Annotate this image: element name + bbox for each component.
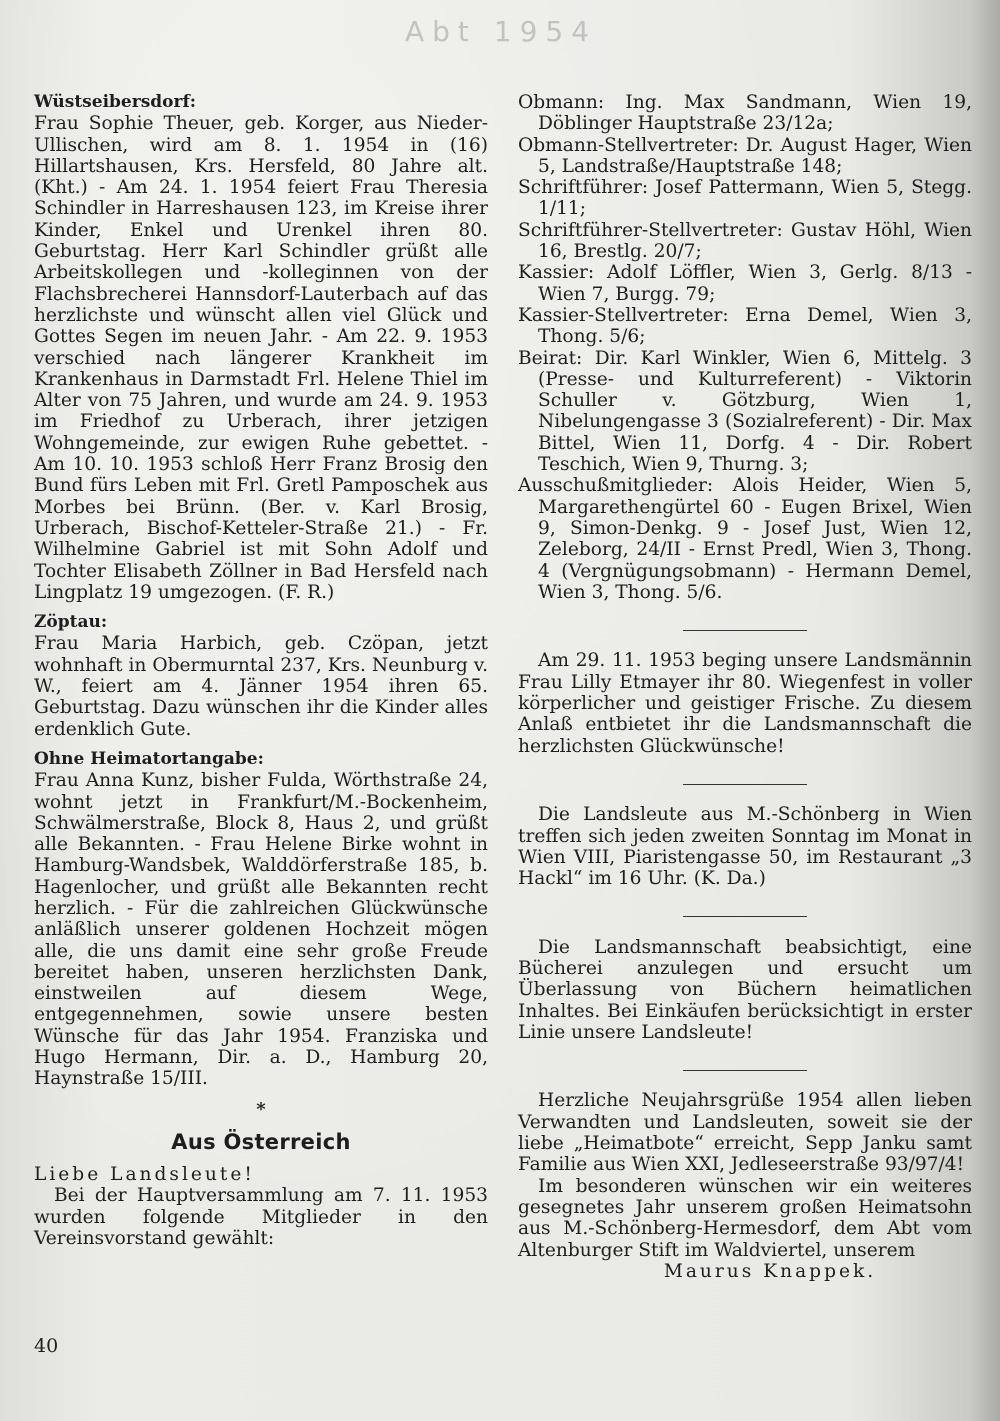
separator-2 [518, 769, 972, 790]
separator-3 [518, 901, 972, 922]
board-member-beirat: Beirat: Dir. Karl Winkler, Wien 6, Mittelg. 3 (Presse- und Kulturreferent) - Viktorin Schuller v. Götzburg, Wien 1, Nibelungengasse 3 (Sozialreferent) - Dir. Max Bittel, Wien 11, Dorfg. 4 - Dir. Robert Teschich, Wien 9, Thurng. 3; [518, 347, 972, 476]
separator-line [683, 1070, 807, 1071]
notice-meeting: Die Landsleute aus M.-Schönberg in Wien treffen sich jeden zweiten Sonntag im Monat in Wien VIII, Piaristengasse 50, im Restaurant „3 Hackl“ im 16 Uhr. (K. Da.) [518, 804, 972, 890]
notice-library: Die Landsmannschaft beabsichtigt, eine Bücherei anzulegen und ersucht um Überlassung von Büchern heimatlichen Inhaltes. Bei Einkäufen berücksichtigt in erster Linie unsere Landsleute! [518, 936, 972, 1043]
board-member-ausschuss: Ausschußmitglieder: Alois Heider, Wien 5, Margarethengürtel 60 - Eugen Brixel, Wien 9, Simon-Denkg. 9 - Josef Just, Wien 12, Zeleborg, 24/II - Ernst Predl, Wien 3, Thong. 4 (Vergnügungsobmann) - Hermann Demel, Wien 3, Thong. 5/6. [518, 475, 972, 603]
separator-1 [518, 615, 972, 636]
heading-wuestseibersdorf: Wüstseibersdorf: [34, 92, 197, 112]
heading-zoeptau: Zöptau: [34, 612, 108, 633]
notice-new-year-greetings: Herzliche Neujahrsgrüße 1954 allen lieben Verwandten und Landsleuten, soweit sie der liebe „Heimatbote“ erreicht, Sepp Janku samt Familie aus Wien XXI, Jedleseerstraße 93/97/4! [518, 1090, 972, 1176]
left-column [34, 92, 488, 1249]
separator-line [683, 784, 807, 785]
signature: Maurus Knappek. [663, 1260, 877, 1282]
board-member-kassier-stv: Kassier-Stellvertreter: Erna Demel, Wien 3, Thong. 5/6; [518, 304, 972, 348]
right-column [518, 92, 972, 1282]
separator-line [683, 916, 807, 917]
separator-line [683, 630, 807, 631]
section-divider-star: * [256, 1098, 266, 1120]
paragraph-zoeptau: Frau Maria Harbich, geb. Czöpan, jetzt wohnhaft in Obermurntal 237, Krs. Neunburg v. W., feiert am 4. Jänner 1954 ihren 65. Geburtstag. Dazu wünschen ihr die Kinder alles erdenklich Gute. [34, 633, 488, 740]
board-member-obmann-stv: Obmann-Stellvertreter: Dr. August Hager, Wien 5, Landstraße/Hauptstraße 148; [518, 134, 972, 177]
board-member-obmann: Obmann: Ing. Max Sandmann, Wien 19, Döblinger Hauptstraße 23/12a; [518, 92, 972, 135]
page-number: 40 [34, 1335, 59, 1357]
paragraph-wuestseibersdorf: Frau Sophie Theuer, geb. Korger, aus Nieder-Ullischen, wird am 8. 1. 1954 in (16) Hillartshausen, Krs. Hersfeld, 80 Jahre alt. (Kht.) - Am 24. 1. 1954 feiert Frau Theresia Schindler in Harreshausen 123, im Kreise ihrer Kinder, Enkel und Urenkel ihren 80. Geburtstag. Herr Karl Schindler grüßt alle Arbeitskollegen und -kolleginnen von der Flachsbrecherei Hannsdorf-Lauterbach auf das herzlichste und wünscht allen viel Glück und Gottes Segen im neuen Jahr. - Am 22. 9. 1953 verschied nach längerer Krankheit im Krankenhaus in Darmstadt Frl. Helene Thiel im Alter von 75 Jahren, und wurde am 24. 9. 1953 im Friedhof zu Urberach, ihrer jetzigen Wohngemeinde, zur ewigen Ruhe gebettet. - Am 10. 10. 1953 schloß Herr Franz Brosig den Bund fürs Leben mit Frl. Gretl Pamposchek aus Morbes bei Brünn. (Ber. v. Karl Brosig, Urberach, Bischof-Ketteler-Straße 21.) - Fr. Wilhelmine Gabriel ist mit Sohn Adolf und Tochter Elisabeth Zöllner in Bad Hersfeld nach Lingplatz 19 umgezogen. (F. R.) [34, 113, 488, 603]
faded-stamp: Abt 1954 [405, 15, 598, 48]
board-member-schriftfuehrer: Schriftführer: Josef Pattermann, Wien 5, Stegg. 1/11; [518, 177, 972, 220]
heading-ohne-heimatortangabe: Ohne Heimatortangabe: [34, 748, 264, 769]
greeting: Liebe Landsleute! [34, 1163, 255, 1185]
notice-abbot-wishes: Im besonderen wünschen wir ein weiteres gesegnetes Jahr unserem großen Heimatsohn aus M.-Schönberg-Hermesdorf, dem Abt vom Altenburger Stift im Waldviertel, unserem [518, 1175, 972, 1261]
section-title-aus-oesterreich: Aus Österreich [171, 1129, 351, 1154]
intro-paragraph: Bei der Hauptversammlung am 7. 11. 1953 wurden folgende Mitglieder in den Vereinsvorstand gewählt: [34, 1185, 488, 1249]
notice-birthday: Am 29. 11. 1953 beging unsere Landsmännin Frau Lilly Etmayer ihr 80. Wiegenfest in voller körperlicher und geistiger Frische. Zu diesem Anlaß entbietet ihr die Landsmannschaft die herzlichsten Glückwünsche! [518, 650, 972, 757]
separator-4 [518, 1055, 972, 1076]
board-member-schriftfuehrer-stv: Schriftführer-Stellvertreter: Gustav Höhl, Wien 16, Brestlg. 20/7; [518, 219, 972, 263]
paragraph-ohne-heimatortangabe: Frau Anna Kunz, bisher Fulda, Wörthstraße 24, wohnt jetzt in Frankfurt/M.-Bockenheim, Schwälmerstraße, Block 8, Haus 2, und grüßt alle Bekannten. - Frau Helene Birke wohnt in Hamburg-Wandsbek, Walddörferstraße 185, b. Hagenlocher, und grüßt alle Bekannten recht herzlich. - Für die zahlreichen Glückwünsche anläßlich unserer goldenen Hochzeit mögen alle, die uns damit eine sehr große Freude bereitet haben, unseren herzlichsten Dank, einstweilen auf diesem Wege, entgegennehmen, sowie unsere besten Wünsche für das Jahr 1954. Franziska und Hugo Hermann, Dir. a. D., Hamburg 20, Haynstraße 15/III. [34, 770, 488, 1090]
board-member-kassier: Kassier: Adolf Löffler, Wien 3, Gerlg. 8/13 - Wien 7, Burgg. 79; [518, 262, 972, 305]
